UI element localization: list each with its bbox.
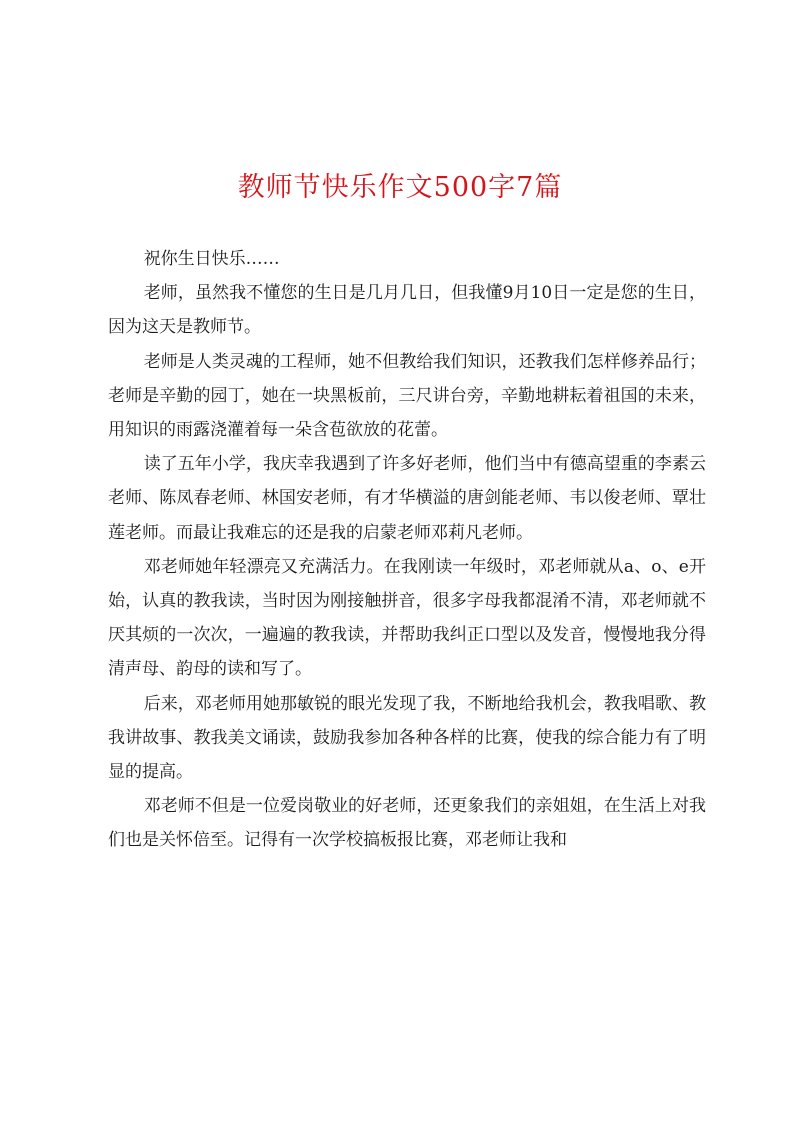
paragraph-6: 后来，邓老师用她那敏锐的眼光发现了我，不断地给我机会，教我唱歌、教我讲故事、教我美文诵读，鼓励我参加各种各样的比赛，使我的综合能力有了明显的提高。 [108, 693, 706, 783]
document-title: 教师节快乐作文500字7篇 [237, 172, 563, 203]
paragraph-1: 祝你生日快乐…… [143, 249, 280, 269]
paragraph-7: 邓老师不但是一位爱岗敬业的好老师，还更象我们的亲姐姐，在生活上对我们也是关怀倍至。记得有一次学校搞板报比赛，邓老师让我和 [108, 796, 706, 851]
document-body [108, 242, 706, 858]
paragraph-3: 老师是人类灵魂的工程师，她不但教给我们知识，还教我们怎样修养品行；老师是辛勤的园丁，她在一块黑板前，三尺讲台旁，辛勤地耕耘着祖国的未来，用知识的雨露浇灌着每一朵含苞欲放的花蕾。 [108, 351, 706, 441]
paragraph-2: 老师，虽然我不懂您的生日是几月几日，但我懂9月10日一定是您的生日，因为这天是教师节。 [108, 283, 706, 338]
paragraph-5: 邓老师她年轻漂亮又充满活力。在我刚读一年级时，邓老师就从a、o、e开始，认真的教我读，当时因为刚接触拼音，很多字母我都混淆不清，邓老师就不厌其烦的一次次，一遍遍的教我读，并帮助我纠正口型以及发音，慢慢地我分得清声母、韵母的读和写了。 [108, 556, 706, 680]
paragraph-4: 读了五年小学，我庆幸我遇到了许多好老师，他们当中有德高望重的李素云老师、陈凤春老师、林国安老师，有才华横溢的唐剑能老师、韦以俊老师、覃壮莲老师。而最让我难忘的还是我的启蒙老师邓莉凡老师。 [108, 454, 706, 543]
